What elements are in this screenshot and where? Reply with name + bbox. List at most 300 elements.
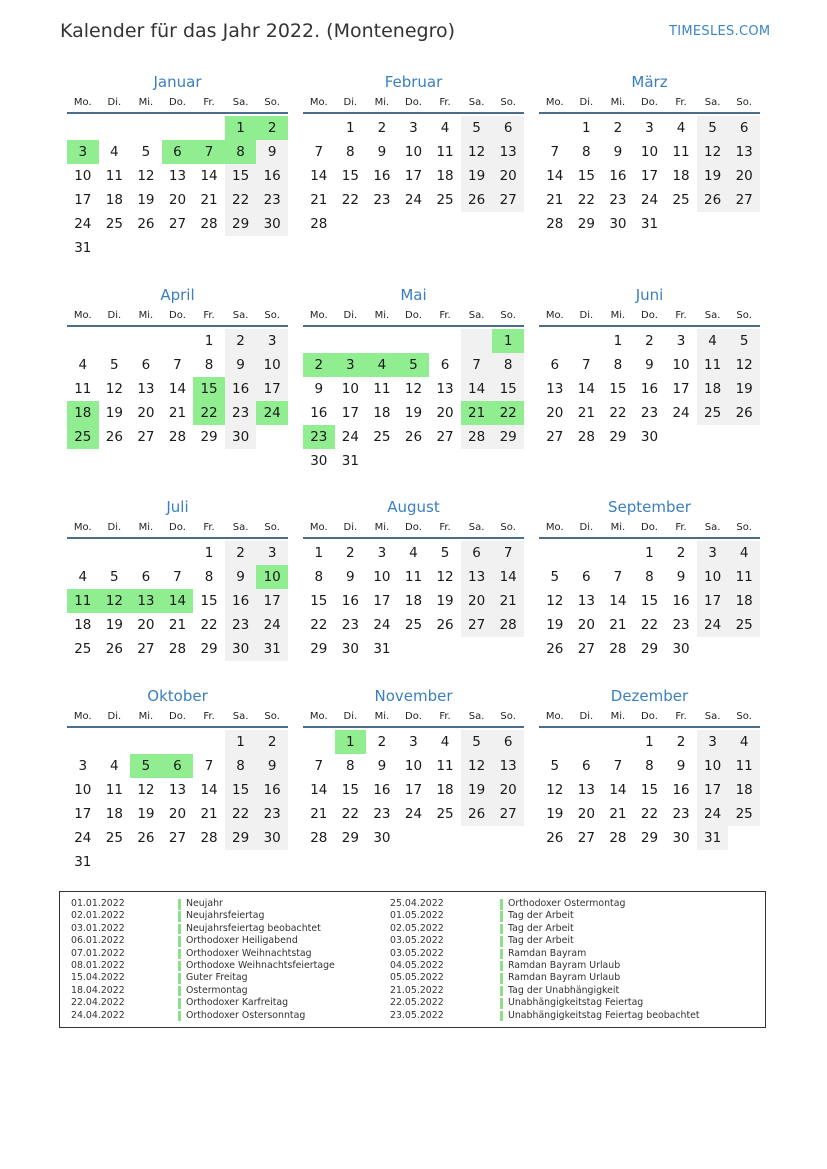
weekday-label: So.: [264, 711, 280, 722]
day-cell: 18: [672, 168, 690, 184]
day-cell: 27: [577, 641, 595, 657]
weekday-label: Di.: [343, 310, 358, 321]
holiday-day: 10: [256, 565, 288, 589]
day-cell: 3: [676, 333, 686, 349]
weekday-label: Do.: [405, 310, 422, 321]
day-cell: 30: [225, 425, 257, 449]
weekday-label: Mi.: [138, 310, 154, 321]
weekday-label: Mi.: [610, 97, 626, 108]
day-cell: 13: [461, 565, 493, 589]
weekday-label: Mi.: [374, 310, 390, 321]
day-cell: 25: [404, 617, 423, 633]
brand-link[interactable]: TIMESLES.COM: [669, 24, 771, 39]
weekday-label: Fr.: [675, 97, 687, 108]
day-cell: 13: [137, 381, 155, 397]
day-cell: 30: [256, 826, 288, 850]
weekday-label: Sa.: [468, 711, 485, 722]
weekday-label: Do.: [169, 522, 186, 533]
weekday-label: Do.: [641, 711, 658, 722]
day-cell: 1: [346, 120, 355, 136]
weekday-label: Fr.: [439, 310, 451, 321]
weekday-label: So.: [500, 522, 516, 533]
empty-cell: [130, 730, 162, 754]
day-cell: 17: [672, 381, 690, 397]
day-cell: 4: [440, 734, 450, 750]
day-cell: 21: [577, 405, 595, 421]
weekday-label: Sa.: [232, 310, 249, 321]
holiday-date: 03.05.2022: [390, 935, 444, 947]
day-cell: 22: [640, 806, 659, 822]
holiday-marker: [178, 1011, 181, 1022]
day-cell: 23: [256, 802, 288, 826]
holiday-date: 02.01.2022: [71, 910, 125, 922]
month-1: [67, 72, 288, 260]
day-cell: 7: [173, 569, 182, 585]
day-cell: 17: [640, 168, 659, 184]
holiday-name: Tag der Arbeit: [508, 922, 574, 934]
holiday-date: 22.05.2022: [390, 997, 444, 1009]
month-11: [303, 686, 524, 850]
day-cell: 7: [550, 144, 560, 160]
holiday-day: 12: [99, 589, 131, 613]
month-title: September: [608, 498, 691, 516]
weekday-label: Di.: [107, 97, 122, 108]
weekday-label: Fr.: [203, 711, 215, 722]
day-cell: 23: [256, 188, 288, 212]
weekday-label: Mi.: [138, 97, 154, 108]
day-cell: 8: [613, 357, 623, 373]
day-cell: 29: [609, 429, 627, 445]
holiday-name: Tag der Arbeit: [508, 910, 574, 922]
weekday-label: Sa.: [468, 97, 485, 108]
day-cell: 11: [436, 758, 454, 774]
weekday-label: Mo.: [309, 310, 328, 321]
day-cell: 28: [609, 830, 627, 846]
holiday-day: 6: [162, 140, 194, 164]
day-cell: 24: [697, 613, 729, 637]
day-cell: 26: [105, 641, 123, 657]
day-cell: 15: [225, 164, 257, 188]
day-cell: 29: [640, 830, 659, 846]
holiday-name: Unabhängigkeitstag Feiertag: [508, 997, 644, 1009]
weekday-label: So.: [264, 310, 280, 321]
weekday-label: Mo.: [545, 310, 564, 321]
day-cell: 28: [310, 216, 328, 232]
day-cell: 23: [640, 405, 659, 421]
month-title: März: [631, 73, 668, 91]
weekday-label: Sa.: [704, 522, 721, 533]
holiday-date: 23.05.2022: [390, 1009, 444, 1021]
weekday-label: So.: [736, 711, 752, 722]
day-cell: 20: [436, 405, 454, 421]
day-cell: 17: [341, 405, 359, 421]
empty-cell: [162, 541, 194, 565]
month-5: [303, 285, 524, 473]
holiday-name: Orthodoxer Heiligabend: [186, 935, 298, 947]
day-cell: 4: [110, 758, 119, 774]
day-cell: 20: [137, 405, 155, 421]
day-cell: 14: [461, 377, 493, 401]
day-cell: 17: [256, 589, 288, 613]
day-cell: 4: [728, 730, 760, 754]
day-cell: 31: [74, 854, 92, 870]
holiday-marker: [500, 911, 503, 922]
weekday-label: Do.: [641, 310, 658, 321]
day-cell: 21: [310, 192, 328, 208]
holiday-marker: [500, 949, 503, 960]
day-grid: [67, 327, 288, 449]
weekday-label: Do.: [169, 97, 186, 108]
day-cell: 30: [225, 637, 257, 661]
weekday-label: Do.: [641, 97, 658, 108]
day-cell: 28: [492, 613, 524, 637]
weekday-label: Sa.: [468, 522, 485, 533]
weekday-label: Mi.: [610, 711, 626, 722]
day-cell: 14: [492, 565, 524, 589]
day-cell: 2: [645, 333, 654, 349]
weekday-label: Sa.: [704, 711, 721, 722]
weekday-label: Mi.: [374, 97, 390, 108]
day-cell: 19: [461, 164, 493, 188]
day-cell: 16: [341, 593, 359, 609]
holiday-name: Orthodoxer Weihnachtstag: [186, 947, 312, 959]
day-cell: 18: [436, 168, 454, 184]
day-cell: 20: [577, 806, 595, 822]
day-cell: 4: [78, 569, 88, 585]
day-cell: 20: [168, 806, 187, 822]
day-cell: 7: [314, 758, 324, 774]
day-cell: 9: [256, 140, 288, 164]
day-cell: 24: [74, 830, 92, 846]
day-cell: 12: [137, 782, 155, 798]
day-cell: 12: [697, 140, 729, 164]
month-title: Dezember: [610, 687, 689, 705]
day-cell: 1: [582, 120, 591, 136]
day-cell: 24: [74, 216, 92, 232]
empty-cell: [67, 329, 99, 353]
day-cell: 16: [256, 778, 288, 802]
empty-cell: [303, 329, 335, 353]
day-cell: 12: [461, 754, 493, 778]
holiday-day: 15: [193, 377, 225, 401]
day-cell: 14: [200, 168, 218, 184]
day-cell: 12: [728, 353, 760, 377]
holiday-date: 01.05.2022: [390, 910, 444, 922]
day-cell: 28: [200, 216, 218, 232]
holiday-date: 07.01.2022: [71, 947, 125, 959]
day-cell: 25: [105, 216, 123, 232]
holiday-day: 14: [162, 589, 194, 613]
holiday-name: Orthodoxer Karfreitag: [186, 997, 289, 1009]
day-cell: 25: [74, 641, 92, 657]
day-cell: 16: [310, 405, 328, 421]
month-title: Juni: [635, 286, 664, 304]
day-cell: 26: [137, 216, 155, 232]
holiday-name: Tag der Arbeit: [508, 935, 574, 947]
holiday-name: Neujahrsfeiertag: [186, 910, 265, 922]
day-cell: 25: [728, 613, 760, 637]
holiday-marker: [500, 998, 503, 1009]
day-cell: 2: [613, 120, 623, 136]
empty-cell: [67, 541, 99, 565]
weekday-label: Do.: [405, 97, 422, 108]
holiday-marker: [178, 936, 181, 947]
weekday-label: Mo.: [309, 711, 328, 722]
day-cell: 4: [728, 541, 760, 565]
day-cell: 27: [577, 830, 595, 846]
day-cell: 26: [461, 802, 493, 826]
weekday-label: Di.: [343, 522, 358, 533]
day-cell: 18: [74, 617, 92, 633]
month-8: [303, 497, 524, 661]
weekday-label: So.: [736, 310, 752, 321]
day-cell: 21: [200, 192, 218, 208]
day-cell: 4: [440, 120, 450, 136]
holiday-marker: [178, 998, 181, 1009]
day-grid: [539, 728, 760, 850]
day-cell: 2: [377, 120, 387, 136]
weekday-label: Mo.: [73, 310, 92, 321]
day-cell: 12: [404, 381, 423, 397]
holiday-day: 8: [225, 140, 257, 164]
month-3: [539, 72, 760, 236]
day-cell: 31: [640, 216, 659, 232]
day-cell: 17: [256, 377, 288, 401]
day-cell: 15: [609, 381, 627, 397]
weekday-label: Mi.: [374, 711, 390, 722]
day-cell: 26: [461, 188, 493, 212]
day-cell: 27: [492, 188, 524, 212]
day-cell: 12: [436, 569, 454, 585]
holiday-marker: [178, 899, 181, 910]
empty-cell: [67, 730, 99, 754]
holiday-day: 18: [67, 401, 99, 425]
day-cell: 4: [110, 144, 119, 160]
empty-cell: [602, 730, 634, 754]
holiday-date: 03.01.2022: [71, 922, 125, 934]
day-cell: 12: [105, 381, 123, 397]
day-cell: 13: [492, 140, 524, 164]
day-cell: 1: [225, 730, 257, 754]
day-cell: 13: [168, 168, 187, 184]
day-cell: 7: [173, 357, 182, 373]
holiday-day: 13: [130, 589, 162, 613]
day-cell: 2: [676, 734, 686, 750]
day-cell: 11: [436, 144, 454, 160]
day-cell: 18: [728, 589, 760, 613]
day-cell: 4: [676, 120, 686, 136]
holiday-date: 02.05.2022: [390, 922, 444, 934]
weekday-header: [67, 96, 288, 114]
day-cell: 11: [728, 565, 760, 589]
day-cell: 11: [105, 782, 123, 798]
holiday-marker: [178, 986, 181, 997]
day-cell: 5: [110, 357, 119, 373]
day-cell: 4: [78, 357, 88, 373]
day-cell: 28: [546, 216, 564, 232]
empty-cell: [539, 730, 571, 754]
day-cell: 28: [577, 429, 595, 445]
day-cell: 18: [373, 405, 391, 421]
day-cell: 7: [492, 541, 524, 565]
weekday-label: Sa.: [468, 310, 485, 321]
day-cell: 22: [341, 806, 359, 822]
holiday-marker: [178, 973, 181, 984]
empty-cell: [67, 116, 99, 140]
weekday-header: [539, 710, 760, 728]
day-cell: 9: [377, 758, 387, 774]
day-grid: [67, 114, 288, 260]
day-cell: 20: [728, 164, 760, 188]
day-cell: 26: [137, 830, 155, 846]
day-cell: 9: [346, 569, 355, 585]
day-cell: 6: [550, 357, 560, 373]
day-cell: 23: [672, 806, 690, 822]
day-cell: 1: [645, 545, 654, 561]
empty-cell: [193, 116, 225, 140]
holiday-name: Ramdan Bayram Urlaub: [508, 959, 621, 971]
day-cell: 10: [341, 381, 359, 397]
day-cell: 9: [676, 569, 686, 585]
day-cell: 1: [204, 545, 214, 561]
weekday-label: Di.: [579, 97, 594, 108]
holiday-day: 21: [461, 401, 493, 425]
day-cell: 7: [461, 353, 493, 377]
day-cell: 28: [310, 830, 328, 846]
day-cell: 15: [341, 168, 359, 184]
empty-cell: [99, 329, 131, 353]
holiday-marker: [500, 961, 503, 972]
month-title: Januar: [153, 73, 202, 91]
weekday-label: Mo.: [73, 97, 92, 108]
day-cell: 31: [373, 641, 391, 657]
weekday-label: So.: [736, 522, 752, 533]
holiday-name: Ostermontag: [186, 984, 248, 996]
month-title: Juli: [166, 498, 189, 516]
day-cell: 30: [256, 212, 288, 236]
day-cell: 23: [225, 401, 257, 425]
weekday-label: Mo.: [545, 711, 564, 722]
day-cell: 31: [256, 637, 288, 661]
day-cell: 12: [546, 782, 564, 798]
day-cell: 24: [697, 802, 729, 826]
weekday-label: Di.: [579, 711, 594, 722]
day-grid: [303, 728, 524, 850]
day-cell: 20: [546, 405, 564, 421]
day-cell: 6: [141, 569, 151, 585]
day-cell: 16: [609, 168, 627, 184]
weekday-label: Sa.: [704, 310, 721, 321]
weekday-header: [67, 710, 288, 728]
day-cell: 16: [373, 782, 391, 798]
day-cell: 15: [225, 778, 257, 802]
day-cell: 7: [582, 357, 591, 373]
day-grid: [67, 728, 288, 874]
day-cell: 16: [672, 593, 690, 609]
day-cell: 21: [200, 806, 218, 822]
day-cell: 6: [728, 116, 760, 140]
day-cell: 5: [461, 730, 493, 754]
day-cell: 3: [256, 329, 288, 353]
day-cell: 2: [377, 734, 387, 750]
day-cell: 14: [310, 168, 328, 184]
day-cell: 16: [672, 782, 690, 798]
weekday-label: So.: [500, 310, 516, 321]
holiday-date: 25.04.2022: [390, 898, 444, 909]
weekday-label: Fr.: [439, 711, 451, 722]
day-cell: 11: [373, 381, 391, 397]
day-cell: 25: [672, 192, 690, 208]
holiday-date: 08.01.2022: [71, 959, 125, 971]
day-cell: 6: [582, 569, 591, 585]
day-cell: 23: [672, 617, 690, 633]
day-cell: 18: [105, 806, 123, 822]
month-12: [539, 686, 760, 850]
day-cell: 8: [225, 754, 257, 778]
day-cell: 30: [310, 453, 328, 469]
day-cell: 18: [404, 593, 423, 609]
month-4: [67, 285, 288, 449]
day-cell: 27: [461, 613, 493, 637]
day-cell: 9: [225, 353, 257, 377]
holiday-name: Orthodoxer Ostersonntag: [186, 1009, 306, 1021]
weekday-label: Di.: [579, 310, 594, 321]
weekday-label: Fr.: [439, 97, 451, 108]
day-cell: 4: [697, 329, 729, 353]
holiday-name: Orthodoxer Ostermontag: [508, 898, 626, 909]
day-cell: 13: [492, 754, 524, 778]
day-cell: 1: [613, 333, 623, 349]
holiday-day: 3: [67, 140, 99, 164]
day-cell: 6: [492, 730, 524, 754]
weekday-label: Di.: [579, 522, 594, 533]
day-cell: 8: [582, 144, 591, 160]
day-grid: [303, 327, 524, 473]
day-cell: 3: [377, 545, 387, 561]
day-cell: 27: [728, 188, 760, 212]
day-cell: 30: [672, 830, 690, 846]
day-cell: 16: [225, 589, 257, 613]
day-cell: 2: [346, 545, 355, 561]
holiday-date: 21.05.2022: [390, 984, 444, 996]
day-cell: 10: [640, 144, 659, 160]
day-cell: 29: [200, 429, 218, 445]
holiday-marker: [178, 911, 181, 922]
day-cell: 4: [409, 545, 418, 561]
day-cell: 2: [256, 730, 288, 754]
day-cell: 12: [137, 168, 155, 184]
day-cell: 12: [461, 140, 493, 164]
holiday-day: 25: [67, 425, 99, 449]
day-cell: 6: [461, 541, 493, 565]
holiday-name: Unabhängigkeitstag Feiertag beobachtet: [508, 1009, 700, 1021]
weekday-header: [67, 521, 288, 539]
day-cell: 28: [609, 641, 627, 657]
empty-cell: [398, 329, 430, 353]
month-9: [539, 497, 760, 661]
empty-cell: [335, 329, 367, 353]
day-cell: 24: [672, 405, 690, 421]
day-cell: 19: [105, 405, 123, 421]
day-cell: 10: [74, 782, 92, 798]
month-title: Mai: [400, 286, 427, 304]
holiday-day: 5: [398, 353, 430, 377]
day-cell: 5: [141, 144, 151, 160]
weekday-label: Fr.: [675, 310, 687, 321]
weekday-label: Mi.: [138, 522, 154, 533]
day-cell: 31: [341, 453, 359, 469]
day-cell: 30: [341, 641, 359, 657]
